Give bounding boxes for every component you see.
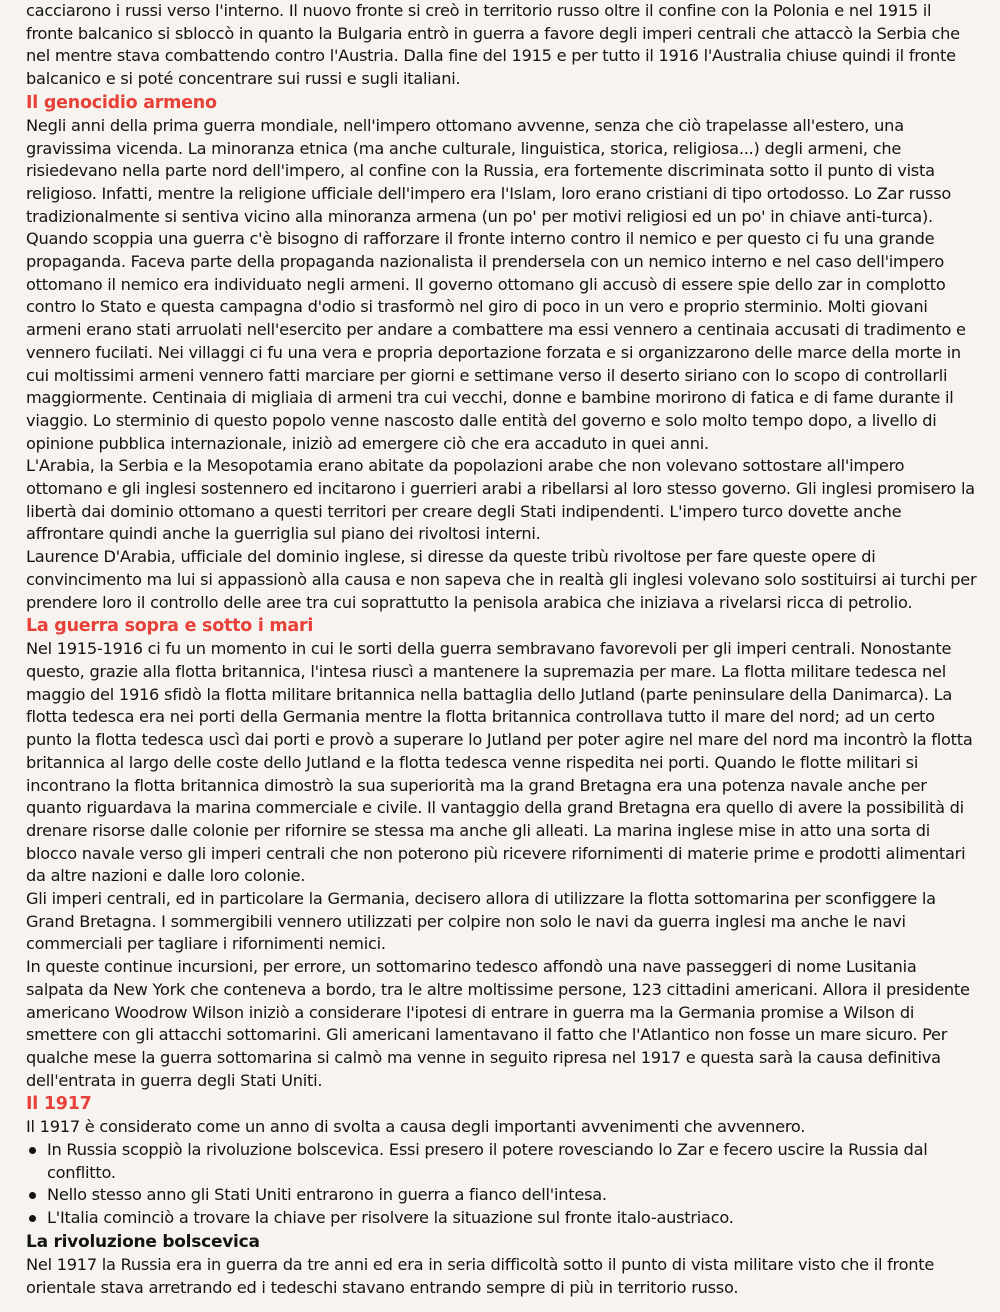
heading-rivoluzione-bolscevica: La rivoluzione bolscevica <box>26 1231 260 1252</box>
paragraph-fronte-balcanico: cacciarono i russi verso l'interno. Il nuovo fronte si creò in territorio russo oltre il confine con la Polonia e nel 1915 il fronte balcanico si sbloccò in quanto la Bulgaria entrò in guerra a favore degli imperi centrali che attaccò la Serbia che nel mentre stava combattendo contro l'Austria. Dalla fine del 1915 e per tutto il 1916 l'Australia chiuse quindi il fronte balcanico e si poté concentrare sui russi e sugli italiani. <box>26 1 960 89</box>
list-item-text: Nello stesso anno gli Stati Uniti entrarono in guerra a fianco dell'intesa. <box>47 1185 607 1205</box>
paragraph-flotta: Nel 1915-1916 ci fu un momento in cui le sorti della guerra sembravano favorevoli per gli imperi centrali. Nonostante questo, grazie alla flotta britannica, l'intesa riuscì a mantenere la supremazia per mare. La flotta militare tedesca nel maggio del 1916 sfidò la flotta militare britannica nella battaglia dello Jutland (parte peninsulare della Danimarca). La flotta tedesca era nei porti della Germania mentre la flotta britannica controllava tutto il mare del nord; ad un certo punto la flotta tedesca uscì dai porti e provò a superare lo Jutland per poter agire nel mare del nord ma incontrò la flotta britannica al largo delle coste dello Jutland e la flotta tedesca venne rispedita nei porti. Quando le flotte militari si incontrano la flotta britannica dimostrò la sua superiorità ma la grand Bretagna era una potenza navale anche per quanto riguardava la marina commerciale e civile. Il vantaggio della grand Bretagna era quello di avere la possibilità di drenare risorse dalle colonie per rifornire se stessa ma anche gli alleati. La marina inglese mise in atto una sorta di blocco navale verso gli imperi centrali che non poterono più ricevere rifornimenti di materie prime e prodotti alimentari da altre nazioni e dalle loro colonie. <box>26 639 973 886</box>
bullet-list-1917 <box>26 1139 978 1230</box>
paragraph-rivoluzione: Nel 1917 la Russia era in guerra da tre anni ed era in seria difficoltà sotto il punto di vista militare visto che il fronte orientale stava arretrando ed i tedeschi stavano entrando sempre di più in territorio russo. <box>26 1254 935 1297</box>
heading-1917: Il 1917 <box>26 1094 92 1115</box>
paragraph-lusitania: In queste continue incursioni, per errore, un sottomarino tedesco affondò una nave passeggeri di nome Lusitania salpata da New York che conteneva a bordo, tra le altre moltissime persone, 123 cittadini americani. Allora il presidente americano Woodrow Wilson iniziò a considerare l'ipotesi di entrare in guerra ma la Germania promise a Wilson di smettere con gli attacchi sottomarini. Gli americani lamentavano il fatto che l'Atlantico non fosse un mare sicuro. Per qualche mese la guerra sottomarina si calmò ma venne in seguito ripresa nel 1917 e questa sarà la causa definitiva dell'entrata in guerra degli Stati Uniti. <box>26 957 970 1090</box>
bullet-icon <box>29 1215 36 1222</box>
list-item-text: L'Italia cominciò a trovare la chiave per risolvere la situazione sul fronte italo-austriaco. <box>47 1208 734 1228</box>
bullet-icon <box>29 1192 36 1199</box>
list-item <box>26 1184 978 1207</box>
paragraph-genocidio: Negli anni della prima guerra mondiale, nell'impero ottomano avvenne, senza che ciò trapelasse all'estero, una gravissima vicenda. La minoranza etnica (ma anche culturale, linguistica, storica, religiosa...) degli armeni, che risiedevano nella parte nord dell'impero, al confine con la Russia, era fortemente discriminata sotto il punto di vista religioso. Infatti, mentre la religione ufficiale dell'impero era l'Islam, loro erano cristiani di tipo ortodosso. Lo Zar russo tradizionalmente si sentiva vicino alla minoranza armena (un po' per motivi religiosi ed un po' in chiave anti-turca). Quando scoppia una guerra c'è bisogno di rafforzare il fronte interno contro il nemico e per questo ci fu una grande propaganda. Faceva parte della propaganda nazionalista il prendersela con un nemico interno e nel caso dell'impero ottomano il nemico era individuato negli armeni. Il governo ottomano gli accusò di essere spie dello zar in complotto contro lo Stato e questa campagna d'odio si trasformò nel giro di poco in un vero e proprio sterminio. Molti giovani armeni erano stati arruolati nell'esercito per andare a combattere ma essi vennero a centinaia accusati di tradimento e vennero fucilati. Nei villaggi ci fu una vera e propria deportazione forzata e si organizzarono delle marce della morte in cui moltissimi armeni vennero fatti marciare per giorni e settimane verso il deserto siriano con lo scopo di controllarli maggiormente. Centinaia di migliaia di armeni tra cui vecchi, donne e bambine morirono di fatica e di fame durante il viaggio. Lo sterminio di questo popolo venne nascosto dalle entità del governo e solo molto tempo dopo, a livello di opinione pubblica internazionale, iniziò ad emergere ciò che era accaduto in quei anni. <box>26 115 966 453</box>
paragraph-laurence: Laurence D'Arabia, ufficiale del dominio inglese, si diresse da queste tribù rivoltose per fare queste opere di convincimento ma lui si appassionò alla causa e non sapeva che in realtà gli inglesi volevano solo sostituirsi ai turchi per prendere loro il controllo delle aree tra cui soprattutto la penisola arabica che iniziava a rivelarsi ricca di petrolio. <box>26 547 977 612</box>
paragraph-arabia: L'Arabia, la Serbia e la Mesopotamia erano abitate da popolazioni arabe che non volevano sottostare all'impero ottomano e gli inglesi sostennero ed incitarono i guerrieri arabi a ribellarsi al loro stesso governo. Gli inglesi promisero la libertà dai dominio ottomano a questi territori per creare degli Stati indipendenti. L'impero turco dovette anche affrontare quindi anche la guerriglia sul piano dei rivoltosi interni. <box>26 456 975 544</box>
bullet-icon <box>29 1147 36 1154</box>
heading-genocidio-armeno: Il genocidio armeno <box>26 92 217 113</box>
paragraph-sottomarini: Gli imperi centrali, ed in particolare la Germania, decisero allora di utilizzare la flotta sottomarina per sconfiggere la Grand Bretagna. I sommergibili vennero utilizzati per colpire non solo le navi da guerra inglesi ma anche le navi commerciali per tagliare i rifornimenti nemici. <box>26 889 936 954</box>
paragraph-1917-intro: Il 1917 è considerato come un anno di svolta a causa degli importanti avvenimenti che avvennero. <box>26 1117 806 1137</box>
list-item <box>26 1139 978 1184</box>
list-item-text: In Russia scoppiò la rivoluzione bolscevica. Essi presero il potere rovesciando lo Zar e fecero uscire la Russia dal conflitto. <box>47 1140 928 1182</box>
list-item <box>26 1207 978 1230</box>
heading-guerra-mari: La guerra sopra e sotto i mari <box>26 616 314 637</box>
document-page <box>26 0 978 1299</box>
